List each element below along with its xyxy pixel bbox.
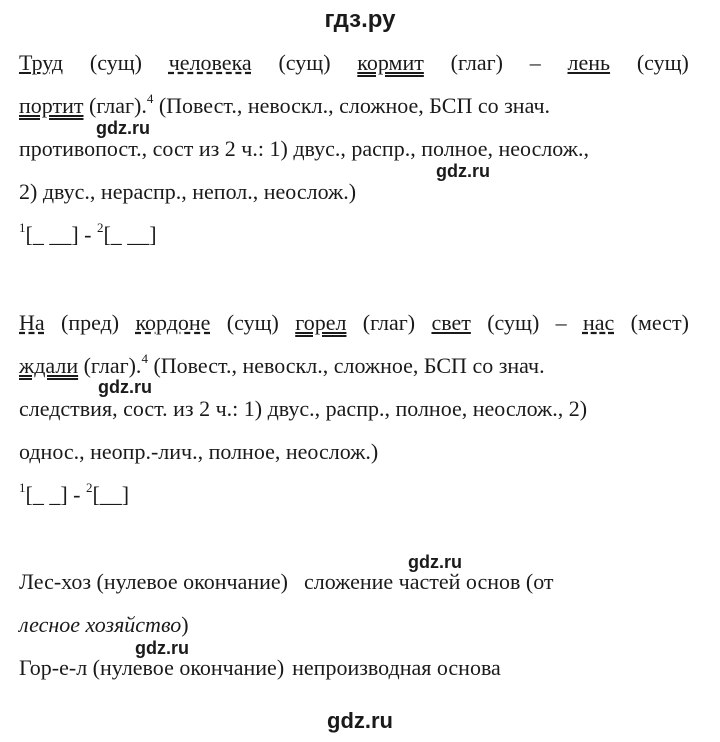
sentence1-line1 (19, 50, 689, 76)
sentence1-word: кормит (357, 50, 424, 75)
sentence1-footnote: 4 (146, 91, 154, 106)
word-lesoz: Лес-хоз (нулевое окончание) (19, 569, 288, 594)
sentence1-predicate: портит (19, 93, 84, 118)
sentence2-scheme: $^1$[_ _] - $^2$[__] (19, 480, 130, 507)
sentence2-word: (сущ) (487, 310, 540, 335)
word-analysis-1 (19, 569, 689, 595)
site-footer-watermark: gdz.ru (327, 708, 393, 733)
sentence1-word: лень (567, 50, 611, 75)
sentence1-scheme: $^1$[_ __] - $^2$[_ __] (19, 220, 157, 247)
sentence1-line2 (19, 93, 689, 119)
gdz-watermark: gdz.ru (436, 161, 490, 181)
gdz-watermark: gdz.ru (408, 552, 462, 572)
source-phrase: лесное хозяйство (19, 612, 182, 637)
gdz-watermark: gdz.ru (98, 377, 152, 397)
sentence2-word: (мест) (630, 310, 689, 335)
sentence2-footnote: 4 (141, 351, 148, 366)
gdz-watermark: gdz.ru (96, 118, 150, 138)
sentence2-word: свет (431, 310, 471, 335)
sentence1-word: (глаг) (450, 50, 503, 75)
sentence1-word: (сущ) (278, 50, 331, 75)
word-gorel: Гор-е-л (нулевое окончание) (19, 655, 285, 680)
sentence1-line3: противопост., сост из 2 ч.: 1) двус., распр., полное, неослож., (19, 136, 589, 161)
sentence2-word: На (19, 310, 45, 335)
sentence2-word: – (555, 310, 567, 335)
word-analysis-2 (19, 655, 689, 681)
sentence1-analysis-start: (Повест., невоскл., сложное, БСП со знач. (153, 93, 551, 118)
sentence1-word: (сущ) (89, 50, 142, 75)
sentence1-word: человека (168, 50, 252, 75)
sentence2-word: (глаг) (362, 310, 416, 335)
sentence2-word: кордоне (135, 310, 211, 335)
word-analysis-1-cont: лесное хозяйство) (19, 612, 189, 637)
sentence2-line4: однос., неопр.-лич., полное, неослож.) (19, 439, 379, 464)
site-header-watermark: гдз.ру (324, 6, 396, 33)
word-lesoz-derivation: сложение частей основ (от (303, 569, 554, 594)
word-gorel-derivation: непроизводная основа (292, 655, 501, 680)
sentence2-pos: (глаг). (78, 353, 142, 378)
sentence1-pos: (глаг). (83, 93, 147, 118)
gdz-watermark: gdz.ru (135, 638, 189, 658)
sentence1-word: (сущ) (636, 50, 689, 75)
sentence2-analysis-start: (Повест., невоскл., сложное, БСП со знач. (147, 353, 545, 378)
sentence2-word: нас (582, 310, 615, 335)
sentence2-line1 (19, 310, 689, 336)
sentence2-word: горел (295, 310, 347, 335)
sentence1-word: Труд (19, 50, 64, 75)
sentence1-line4: 2) двус., нераспр., непол., неослож.) (19, 179, 357, 204)
sentence2-line3: следствия, сост. из 2 ч.: 1) двус., распр., полное, неослож., 2) (19, 396, 588, 421)
sentence2-word: (сущ) (226, 310, 279, 335)
sentence2-line2 (19, 353, 689, 379)
sentence2-word: (пред) (61, 310, 120, 335)
sentence2-predicate: ждали (19, 353, 79, 378)
sentence1-word: – (529, 50, 541, 75)
